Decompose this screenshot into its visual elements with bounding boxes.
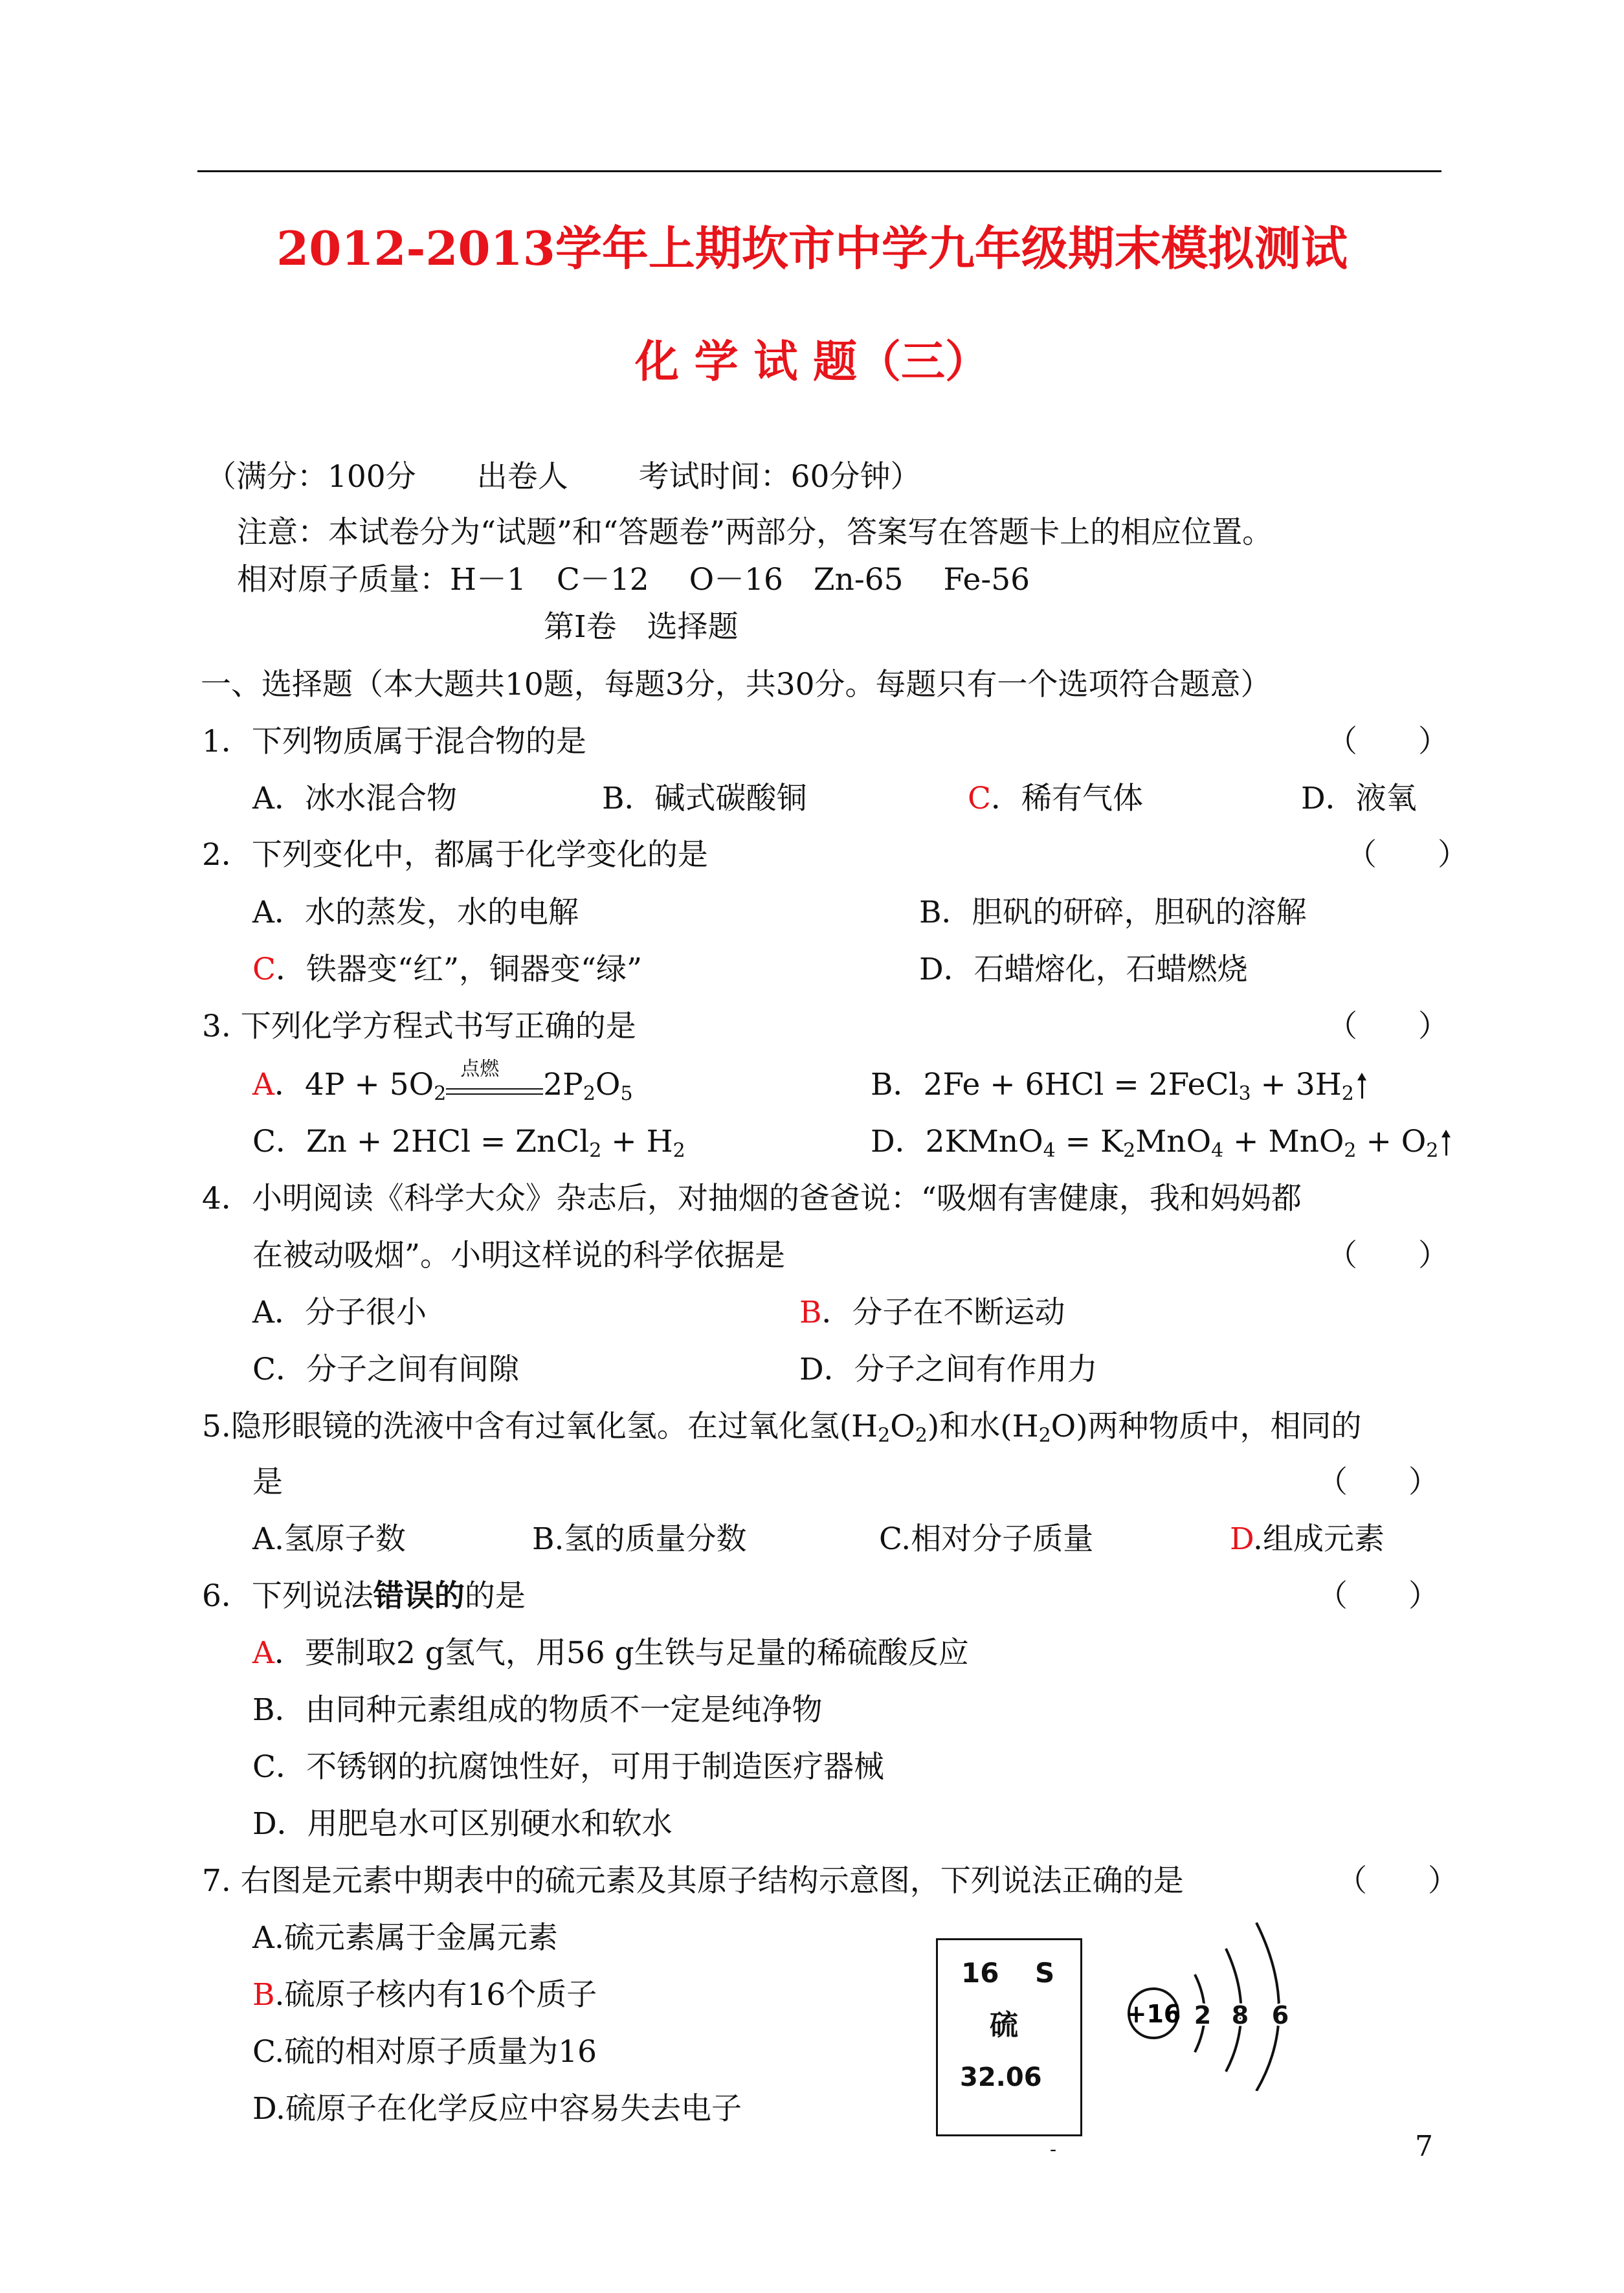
- reaction-condition: 点燃: [446, 1070, 543, 1096]
- exam-subtitle: 化 学 试 题（三）: [634, 336, 990, 388]
- q5-option-c: C.相对分子质量: [879, 1521, 1094, 1557]
- question-4-stem-cont: 在被动吸烟”。小明这样说的科学依据是: [252, 1238, 786, 1273]
- atomic-mass-line: 相对原子质量：H－1 C－12 O－16 Zn-65 Fe-56: [237, 562, 1030, 598]
- atomic-number: 16: [961, 1957, 999, 1989]
- page-number: 7: [1415, 2130, 1433, 2163]
- atomic-mass: 32.06: [960, 2063, 1042, 2092]
- question-1-stem: 1．下列物质属于混合物的是: [202, 724, 586, 759]
- shell-1-electrons: 2: [1194, 2001, 1212, 2030]
- answer-paren: （ ）: [1337, 1863, 1458, 1899]
- q2-option-a: A．水的蒸发，水的电解: [252, 895, 579, 930]
- question-7-stem: 7. 右图是元素中期表中的硫元素及其原子结构示意图，下列说法正确的是: [202, 1863, 1184, 1899]
- question-5-stem-cont: 是: [252, 1464, 283, 1500]
- answer-paren: （ ）: [1327, 1238, 1449, 1273]
- stray-mark: -: [1050, 2138, 1057, 2161]
- q4-option-b: B．分子在不断运动: [799, 1295, 1065, 1330]
- question-2-stem: 2．下列变化中，都属于化学变化的是: [202, 837, 708, 873]
- answer-paren: （ ）: [1346, 837, 1468, 873]
- exam-title: 2012-2013学年上期坎市中学九年级期末模拟测试: [276, 221, 1348, 276]
- q3-option-d: D．2KMnO$_4$ = $K_2MnO_4 + MnO_2 + O_2$: [871, 1126, 1450, 1157]
- q3-option-b: B．2Fe + 6HCl = 2FeCl$_3$ + $3H_2$: [871, 1069, 1366, 1100]
- shell-3-electrons: 6: [1271, 2001, 1289, 2030]
- sulfur-element-card: [936, 1938, 1082, 2136]
- section-title: 一、选择题（本大题共10题，每题3分，共30分。每题只有一个选项符合题意）: [201, 667, 1271, 702]
- q4-option-d: D．分子之间有作用力: [799, 1352, 1098, 1387]
- shell-2-electrons: 8: [1231, 2001, 1249, 2030]
- header-rule: [197, 170, 1441, 172]
- q1-option-d: D．液氧: [1301, 781, 1417, 816]
- q6-option-a: A．要制取2 g氢气，用56 g生铁与足量的稀硫酸反应: [252, 1635, 969, 1671]
- nucleus-charge: +16: [1126, 2000, 1181, 2028]
- question-3-stem: 3. 下列化学方程式书写正确的是: [202, 1009, 636, 1044]
- q6-option-d: D．用肥皂水可区别硬水和软水: [252, 1806, 673, 1842]
- question-4-stem: 4．小明阅读《科学大众》杂志后，对抽烟的爸爸说：“吸烟有害健康，我和妈妈都: [202, 1181, 1302, 1216]
- answer-paren: （ ）: [1317, 1578, 1439, 1614]
- q2-option-d: D．石蜡熔化，石蜡燃烧: [919, 952, 1248, 987]
- element-symbol: S: [1035, 1957, 1055, 1989]
- q6-option-b: B．由同种元素组成的物质不一定是纯净物: [252, 1692, 823, 1728]
- volume-title: 第Ⅰ卷 选择题: [544, 609, 739, 645]
- q1-option-a: A．冰水混合物: [252, 781, 457, 816]
- q5-option-b: B.氢的质量分数: [532, 1521, 747, 1557]
- q3-option-c: C．Zn + 2HCl = ZnCl$_2$ + $H_2$: [252, 1124, 685, 1162]
- exam-notice: 注意：本试卷分为“试题”和“答题卷”两部分，答案写在答题卡上的相应位置。: [237, 515, 1273, 550]
- q4-option-c: C．分子之间有间隙: [252, 1352, 519, 1387]
- q7-option-c: C.硫的相对原子质量为16: [252, 2034, 597, 2070]
- q5-option-d: D.组成元素: [1230, 1521, 1385, 1557]
- question-6-stem: 6．下列说法错误的的是: [202, 1578, 526, 1614]
- gas-arrow-icon: [1359, 1073, 1366, 1099]
- gas-arrow-icon: [1443, 1130, 1450, 1156]
- q7-option-d: D.硫原子在化学反应中容易失去电子: [252, 2091, 742, 2127]
- q5-option-a: A.氢原子数: [252, 1521, 406, 1557]
- q3-option-a: A．$4P + 5O_2$ 点燃 $2P_2O_5$: [252, 1058, 633, 1105]
- q1-option-b: B．碱式碳酸铜: [602, 781, 807, 816]
- answer-paren: （ ）: [1327, 724, 1449, 759]
- question-5-stem: 5.隐形眼镜的洗液中含有过氧化氢。在过氧化氢$(H_2O_2)$和水$(H_2O)$两种物质中，相同的: [202, 1409, 1362, 1447]
- q1-option-c: C．稀有气体: [968, 781, 1143, 816]
- q4-option-a: A．分子很小: [252, 1295, 427, 1330]
- q7-option-a: A.硫元素属于金属元素: [252, 1920, 558, 1956]
- sulfur-atom-structure-diagram: [1124, 1903, 1318, 2091]
- q6-option-c: C．不锈钢的抗腐蚀性好，可用于制造医疗器械: [252, 1749, 884, 1785]
- element-name: 硫: [990, 2009, 1018, 2042]
- q2-option-b: B．胆矾的研碎，胆矾的溶解: [919, 895, 1307, 930]
- q2-option-c: C．铁器变“红”，铜器变“绿”: [252, 952, 643, 987]
- exam-info-line: （满分：100分 出卷人 考试时间：60分钟）: [206, 459, 921, 495]
- q7-option-b: B.硫原子核内有16个质子: [252, 1977, 597, 2013]
- answer-paren: （ ）: [1317, 1464, 1439, 1500]
- answer-paren: （ ）: [1327, 1009, 1449, 1044]
